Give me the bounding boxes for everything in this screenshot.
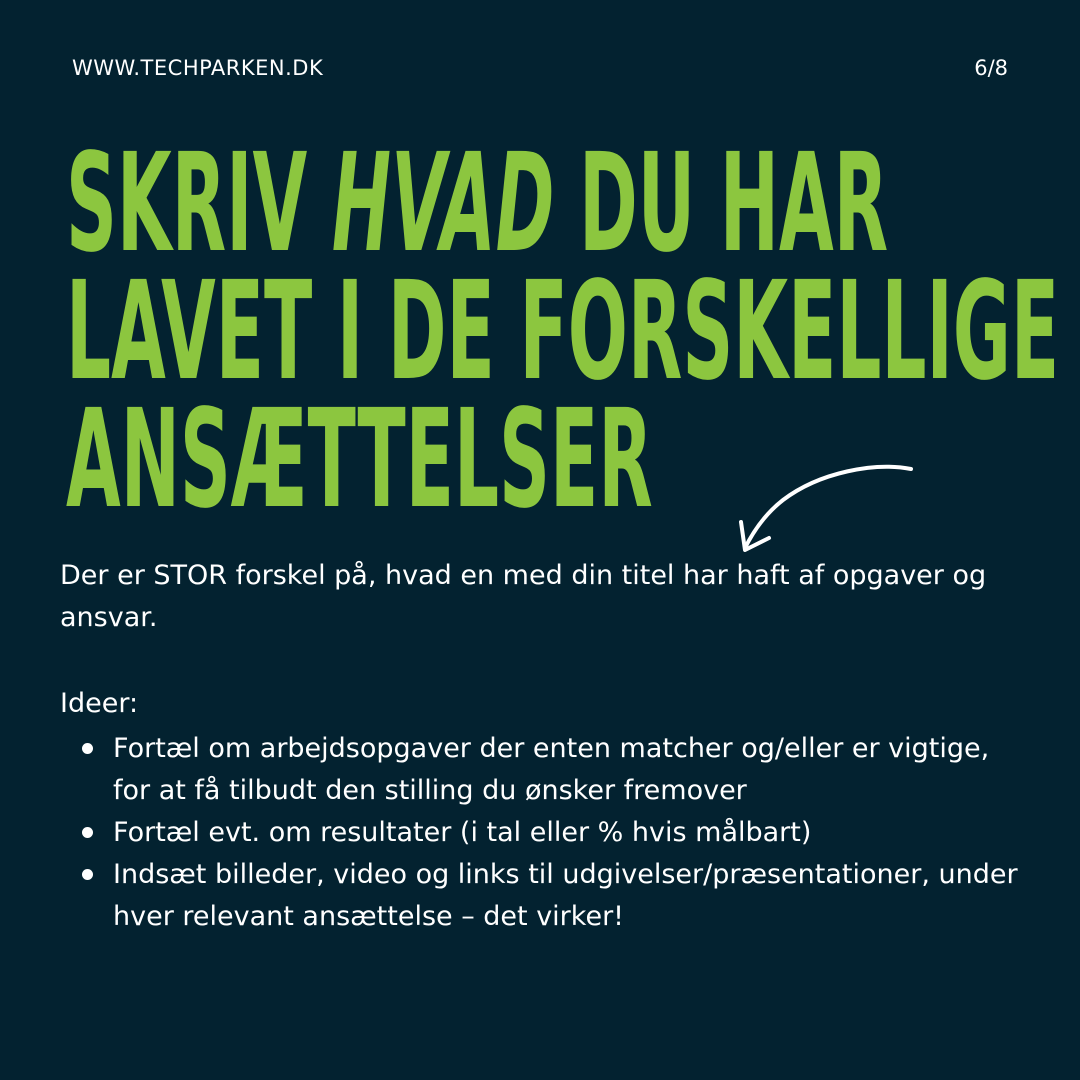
headline-line-2: LAVET I DE FORSKELLIGE — [66, 253, 1060, 411]
ideas-heading: Ideer: — [60, 688, 139, 719]
list-item — [80, 728, 1030, 812]
page-counter: 6/8 — [974, 56, 1008, 80]
list-item — [80, 854, 1030, 938]
list-item-text: Fortæl om arbejdsopgaver der enten matcher og/eller er vigtige, for at få tilbudt den stilling du ønsker fremover — [113, 733, 990, 806]
list-item — [80, 812, 1030, 854]
bullet-icon — [82, 869, 93, 880]
list-item-text: Fortæl evt. om resultater (i tal eller % hvis målbart) — [113, 817, 812, 848]
site-url: WWW.TECHPARKEN.DK — [72, 56, 324, 80]
bullet-icon — [82, 827, 93, 838]
headline-line-1-start: SKRIV — [66, 125, 332, 283]
headline — [66, 125, 1060, 539]
bullet-icon — [82, 743, 93, 754]
intro-text: Der er STOR forskel på, hvad en med din titel har haft af opgaver og ansvar. — [60, 560, 987, 633]
list-item-text: Indsæt billeder, video og links til udgivelser/præsentationer, under hver relevant ansættelse – det virker! — [113, 859, 1018, 932]
ideas-list — [80, 728, 1030, 938]
curved-arrow-icon — [735, 460, 920, 560]
headline-line-1 — [66, 125, 889, 283]
headline-line-1-end: DU HAR — [554, 125, 889, 283]
headline-line-3: ANSÆTTELSER — [66, 381, 653, 539]
headline-emphasis: HVAD — [331, 125, 555, 283]
